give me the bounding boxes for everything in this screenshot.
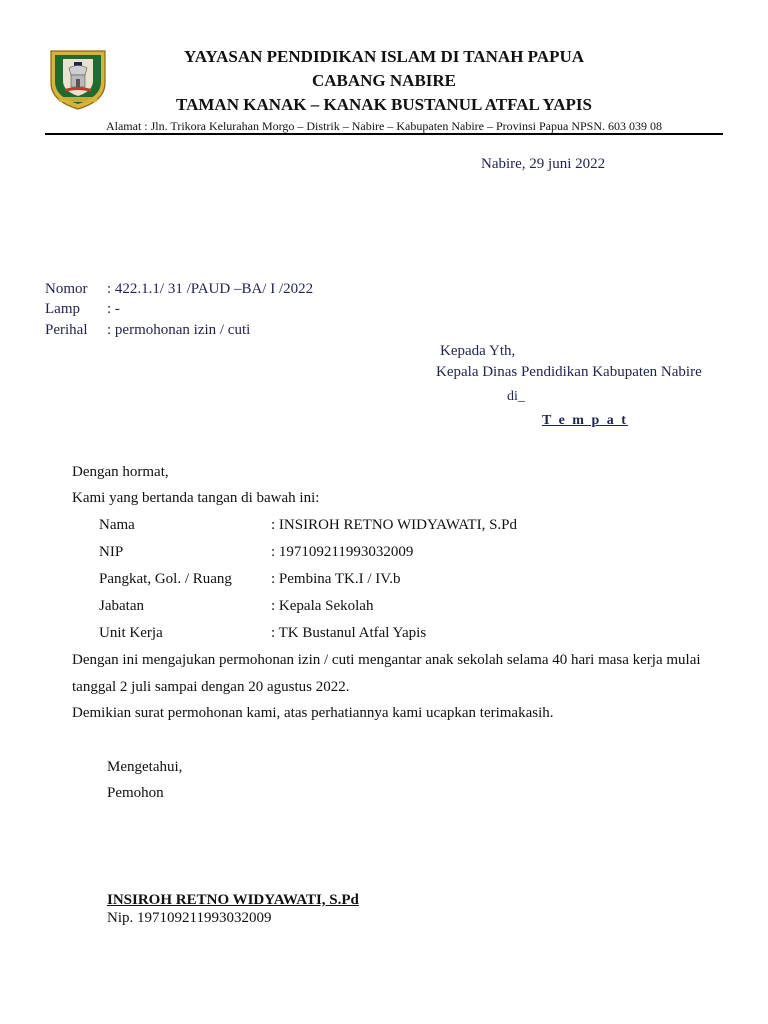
request-paragraph-line1: Dengan ini mengajukan permohonan izin / cuti mengantar anak sekolah selama 40 hari masa kerja mulai: [72, 652, 701, 668]
signature-role: Pemohon: [107, 785, 164, 801]
field-value-nip: : 197109211993032009: [271, 544, 414, 560]
field-label-jabatan: Jabatan: [99, 598, 144, 614]
field-value-pangkat: : Pembina TK.I / IV.b: [271, 571, 401, 587]
letterhead-school-name: TAMAN KANAK – KANAK BUSTANUL ATFAL YAPIS: [176, 95, 592, 114]
recipient-title: Kepala Dinas Pendidikan Kabupaten Nabire: [436, 364, 702, 380]
nomor-label: Nomor: [45, 281, 88, 297]
field-label-nama: Nama: [99, 517, 135, 533]
letterhead-divider: [45, 133, 723, 135]
nomor-value: : 422.1.1/ 31 /PAUD –BA/ I /2022: [107, 281, 314, 297]
closing-line: Demikian surat permohonan kami, atas perhatiannya kami ucapkan terimakasih.: [72, 705, 554, 721]
field-label-nip: NIP: [99, 544, 124, 560]
field-value-nama: : INSIROH RETNO WIDYAWATI, S.Pd: [271, 517, 518, 533]
intro-line: Kami yang bertanda tangan di bawah ini:: [72, 490, 320, 506]
letter-date: Nabire, 29 juni 2022: [481, 156, 606, 172]
signature-name: INSIROH RETNO WIDYAWATI, S.Pd: [107, 892, 359, 908]
perihal-value: : permohonan izin / cuti: [107, 322, 251, 338]
field-value-jabatan: : Kepala Sekolah: [271, 598, 374, 614]
recipient-place: T e m p a t: [542, 413, 628, 428]
field-label-unit-kerja: Unit Kerja: [99, 625, 163, 641]
request-paragraph-line2: tanggal 2 juli sampai dengan 20 agustus 2022.: [72, 679, 350, 695]
signature-nip: Nip. 197109211993032009: [107, 910, 272, 926]
greeting: Dengan hormat,: [72, 464, 169, 480]
field-label-pangkat: Pangkat, Gol. / Ruang: [99, 571, 232, 587]
signature-mengetahui: Mengetahui,: [107, 759, 183, 775]
letterhead-foundation-name: YAYASAN PENDIDIKAN ISLAM DI TANAH PAPUA: [183, 47, 585, 66]
perihal-label: Perihal: [45, 322, 88, 338]
letterhead-address: Alamat : Jln. Trikora Kelurahan Morgo – Distrik – Nabire – Kabupaten Nabire – Provinsi Papua NPSN. 603 039 08: [105, 119, 663, 133]
letterhead-branch-name: CABANG NABIRE: [311, 71, 457, 90]
lamp-value: : -: [107, 301, 120, 317]
recipient-di: di_: [507, 389, 525, 404]
lamp-label: Lamp: [45, 301, 80, 317]
recipient-salutation: Kepada Yth,: [440, 343, 516, 359]
field-value-unit-kerja: : TK Bustanul Atfal Yapis: [271, 625, 427, 641]
